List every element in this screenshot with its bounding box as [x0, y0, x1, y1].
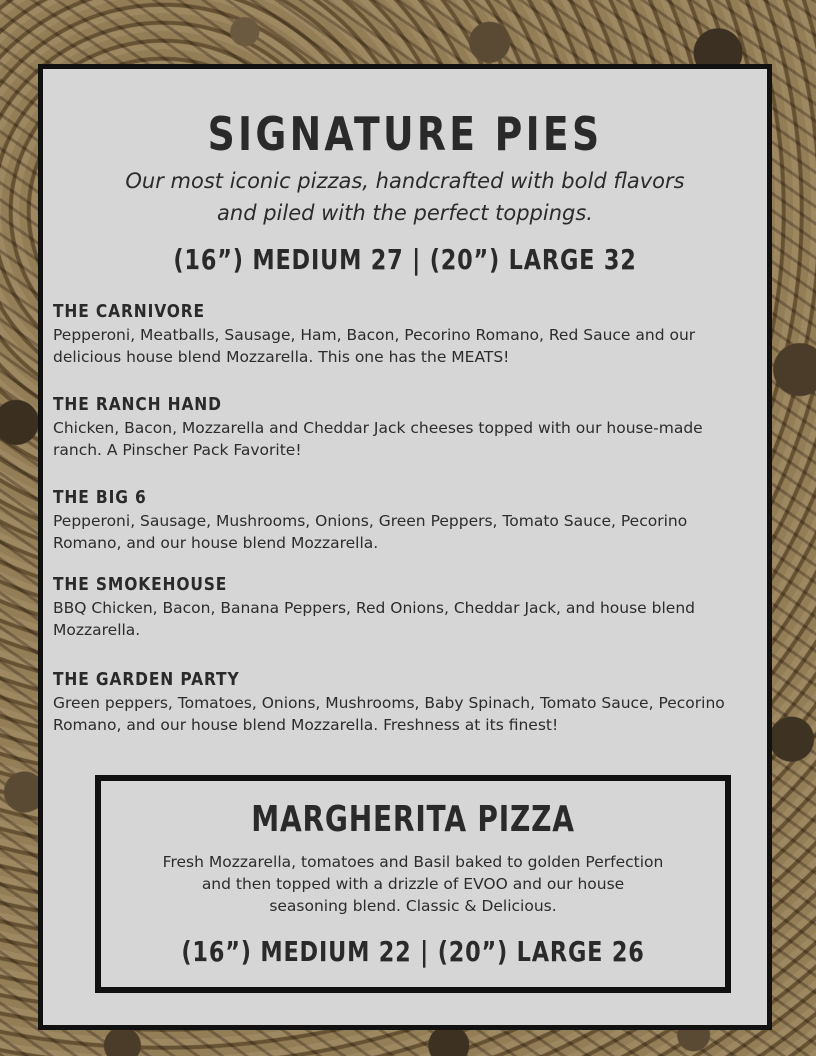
menu-item	[53, 669, 753, 736]
menu-item-description: Green peppers, Tomatoes, Onions, Mushrooms, Baby Spinach, Tomato Sauce, Pecorino Romano, and our house blend Mozzarella. Freshness at its finest!	[53, 694, 725, 734]
menu-item-description: Pepperoni, Sausage, Mushrooms, Onions, Green Peppers, Tomato Sauce, Pecorino Romano, and our house blend Mozzarella.	[53, 512, 688, 552]
menu-item-name: THE BIG 6	[53, 487, 147, 508]
menu-item-name: THE RANCH HAND	[53, 394, 222, 415]
margherita-price: (16”) MEDIUM 22 | (20”) LARGE 26	[181, 935, 645, 968]
menu-item-description: Pepperoni, Meatballs, Sausage, Ham, Bacon, Pecorino Romano, Red Sauce and our delicious house blend Mozzarella. This one has the MEATS!	[53, 326, 696, 366]
page-title: SIGNATURE PIES	[207, 107, 603, 161]
menu-item-name: THE GARDEN PARTY	[53, 669, 240, 690]
margherita-box	[95, 775, 731, 993]
menu-item	[53, 574, 753, 641]
signature-price: (16”) MEDIUM 27 | (20”) LARGE 32	[173, 243, 637, 276]
margherita-description: Fresh Mozzarella, tomatoes and Basil baked to golden Perfection and then topped with a drizzle of EVOO and our house seasoning blend. Classic & Delicious.	[162, 853, 664, 915]
page-subtitle: Our most iconic pizzas, handcrafted with bold flavors and piled with the perfect toppings.	[125, 169, 685, 225]
menu-item-description: BBQ Chicken, Bacon, Banana Peppers, Red Onions, Cheddar Jack, and house blend Mozzarella.	[53, 599, 695, 639]
menu-panel	[38, 64, 772, 1030]
margherita-title: MARGHERITA PIZZA	[251, 799, 575, 840]
menu-item	[53, 487, 753, 554]
menu-item	[53, 394, 753, 461]
menu-item-description: Chicken, Bacon, Mozzarella and Cheddar Jack cheeses topped with our house-made ranch. A Pinscher Pack Favorite!	[53, 419, 703, 459]
menu-item-name: THE CARNIVORE	[53, 301, 206, 322]
menu-item	[53, 301, 753, 368]
menu-item-name: THE SMOKEHOUSE	[53, 574, 228, 595]
